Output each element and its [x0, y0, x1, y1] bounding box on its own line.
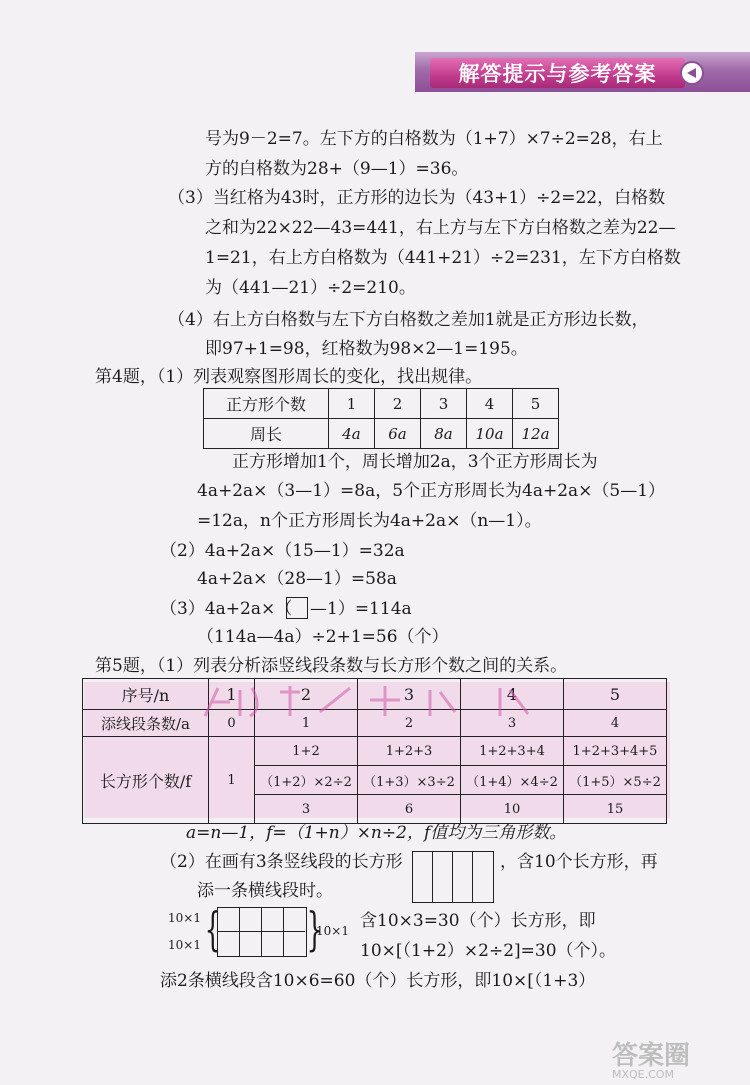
question-5-heading: 第5题，（1）列表分析添竖线段条数与长方形个数之间的关系。: [95, 656, 568, 676]
back-arrow-icon[interactable]: [680, 61, 704, 85]
table-cell: 15: [564, 795, 667, 824]
table-cell: 4: [564, 710, 667, 737]
table-header-cell: 1: [329, 389, 375, 419]
text-line: （3）当红格为43时，正方形的边长为（43+1）÷2=22，白格数: [168, 188, 666, 208]
header-title: 解答提示与参考答案: [458, 62, 657, 86]
text-line: 4a+2a×（3—1）=8a，5个正方形周长为4a+2a×（5—1）: [197, 481, 666, 501]
watermark-text: 答案圈: [612, 1041, 691, 1071]
table-header-cell: 5: [564, 679, 667, 710]
table-header-cell: 2: [375, 389, 421, 419]
table-cell: 10: [461, 795, 564, 824]
table-cell: 10a: [467, 419, 513, 449]
table-header-cell: 正方形个数: [204, 389, 329, 419]
figure-label: 10×1: [168, 911, 201, 925]
text-line: ，含10个长方形，再: [500, 852, 658, 872]
table-header-cell: 3: [421, 389, 467, 419]
table-cell: 1: [255, 710, 358, 737]
table-row: [204, 389, 559, 419]
formula-line: a=n—1，f=（1+n）×n÷2，f值均为三角形数。: [186, 823, 567, 843]
table-cell: 8a: [421, 419, 467, 449]
text-line: 之和为22×22—43=441，右上方与左下方白格数之差为22—: [205, 218, 676, 238]
text-line: —1）=114a: [310, 599, 412, 619]
table-header-cell: 5: [513, 389, 559, 419]
watermark: [612, 1035, 690, 1081]
perimeter-table: [203, 388, 559, 449]
table-header-cell: 4: [461, 679, 564, 710]
figure-label: 10×1: [168, 938, 201, 952]
table-cell: 2: [358, 710, 461, 737]
table-cell: 6a: [375, 419, 421, 449]
text-line: （114a—4a）÷2+1=56（个）: [197, 627, 449, 647]
table-cell: 1+2+3+4: [461, 737, 564, 766]
table-cell: （1+5）×5÷2: [564, 766, 667, 795]
table-cell: 0: [209, 710, 255, 737]
table-cell: 4a: [329, 419, 375, 449]
table-cell: （1+2）×2÷2: [255, 766, 358, 795]
table-cell: 6: [358, 795, 461, 824]
blank-box: [286, 597, 308, 619]
table-header-cell: 3: [358, 679, 461, 710]
text-line: 添一条横线段时。: [197, 881, 333, 901]
table-cell: 1+2+3+4+5: [564, 737, 667, 766]
text-line: 正方形增加1个，周长增加2a，3个正方形周长为: [232, 452, 598, 472]
table-row: [83, 737, 667, 766]
table-header-cell: 2: [255, 679, 358, 710]
text-line: 含10×3=30（个）长方形，即: [360, 911, 596, 931]
table-cell: 12a: [513, 419, 559, 449]
text-line: （2）4a+2a×（15—1）=32a: [160, 541, 405, 561]
text-line: 1=21，右上方白格数为（441+21）÷2=231，左下方白格数: [205, 248, 681, 268]
text-line: 号为9－2=7。左下方的白格数为（1+7）×7÷2=28，右上: [205, 129, 663, 149]
text-line: （3）4a+2a×（: [160, 599, 293, 619]
table-cell: （1+4）×4÷2: [461, 766, 564, 795]
text-line: 方的白格数为28+（9—1）=36。: [205, 159, 469, 179]
watermark-subtext: MXQE.COM: [612, 1068, 674, 1081]
table-row-label: 周长: [204, 419, 329, 449]
text-line: （2）在画有3条竖线段的长方形: [160, 852, 403, 872]
table-header-cell: 4: [467, 389, 513, 419]
table-cell: （1+3）×3÷2: [358, 766, 461, 795]
text-line: 10×[（1+2）×2÷2]=30（个）。: [360, 941, 617, 961]
right-brace: }: [306, 902, 323, 956]
divided-rectangle-figure: [217, 907, 307, 957]
table-cell: 1: [209, 737, 255, 824]
table-cell: 3: [255, 795, 358, 824]
table-cell: 1+2+3: [358, 737, 461, 766]
text-line: 4a+2a×（28—1）=58a: [197, 569, 397, 589]
text-line: 为（441—21）÷2=210。: [205, 278, 416, 298]
rectangle-count-table: [82, 678, 667, 824]
rectangle-figure: [412, 851, 494, 903]
header-bar: [430, 58, 685, 88]
table-row: [83, 679, 667, 710]
table-header-cell: 1: [209, 679, 255, 710]
text-line: =12a，n个正方形周长为4a+2a×（n—1）。: [197, 511, 542, 531]
text-line: 即97+1=98，红格数为98×2—1=195。: [205, 339, 528, 359]
text-line: 添2条横线段含10×6=60（个）长方形，即10×[（1+3）: [160, 971, 596, 991]
question-4-heading: 第4题，（1）列表观察图形周长的变化，找出规律。: [95, 367, 483, 387]
figure-label: 10×1: [316, 924, 349, 938]
left-brace: {: [204, 902, 221, 956]
figure-divider: [217, 931, 305, 932]
table-row-label: 添线段条数/a: [83, 710, 209, 737]
table-row: [204, 419, 559, 449]
table-row-label: 长方形个数/f: [83, 737, 209, 824]
table-row: [83, 710, 667, 737]
text-line: （4）右上方白格数与左下方白格数之差加1就是正方形边长数，: [168, 310, 649, 330]
table-header-cell: 序号/n: [83, 679, 209, 710]
table-cell: 1+2: [255, 737, 358, 766]
table-cell: 3: [461, 710, 564, 737]
